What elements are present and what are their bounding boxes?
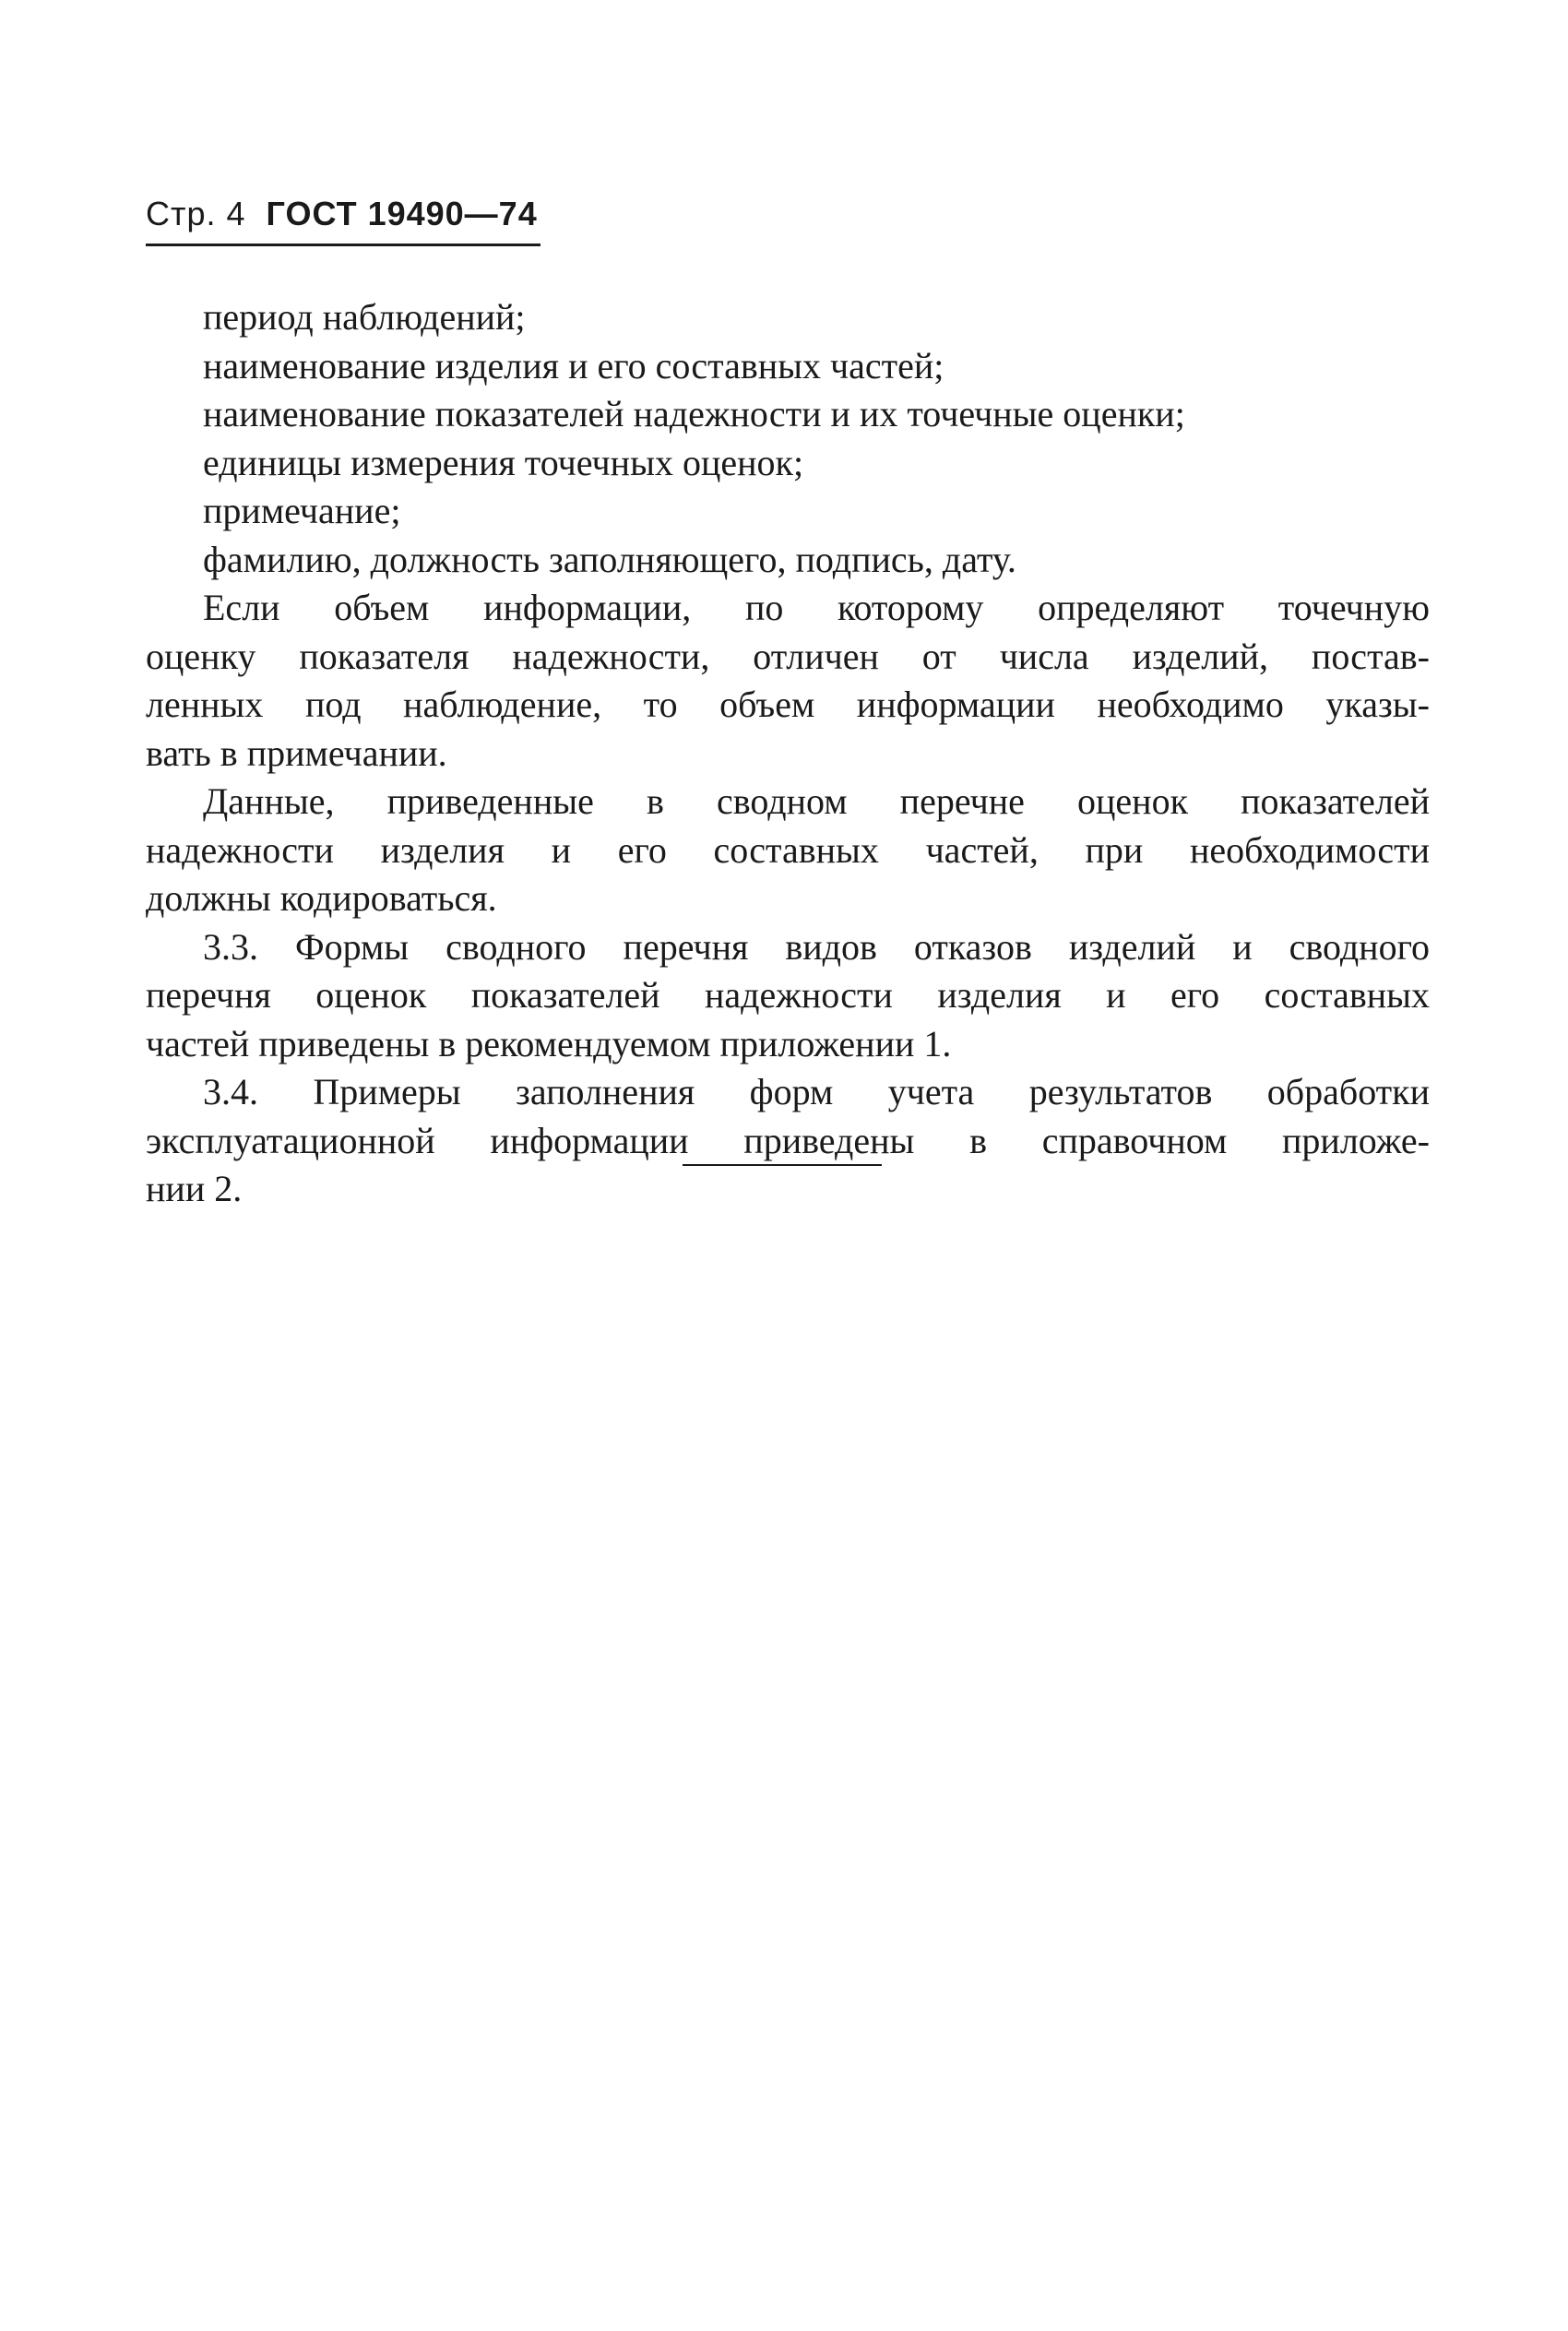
paragraph-line: надежности изделия и его составных частей, при необходимости	[146, 828, 1430, 871]
paragraph-line: Данные, приведенные в сводном перечне оценок показателей	[203, 780, 1430, 822]
list-item-note: примечание;	[203, 490, 401, 531]
header-text	[146, 194, 542, 234]
page-number-label: Стр. 4	[146, 195, 246, 232]
paragraph-line: вать в примечании.	[146, 731, 447, 774]
paragraph-line: Если объем информации, по которому определяют точечную	[203, 587, 1430, 628]
list-item-reliability-indicators: наименование показателей надежности и их точечные оценки;	[203, 393, 1185, 434]
section-3-4-line: нии 2.	[146, 1168, 243, 1209]
paragraph-line: ленных под наблюдение, то объем информации необходимо указы-	[146, 684, 1430, 725]
section-3-4-line: 3.4. Примеры заполнения форм учета результатов обработки	[203, 1071, 1430, 1112]
standard-code: ГОСТ 19490—74	[266, 195, 538, 232]
paragraph-line: оценку показателя надежности, отличен от числа изделий, постав-	[146, 635, 1430, 677]
section-3-3-line: частей приведены в рекомендуемом приложении 1.	[146, 1022, 952, 1064]
section-3-3-line: 3.3. Формы сводного перечня видов отказов изделий и сводного	[203, 925, 1430, 968]
list-item-product-name: наименование изделия и его составных частей;	[203, 344, 944, 387]
paragraph-line: должны кодироваться.	[146, 877, 497, 919]
section-3-4-line: эксплуатационной информации приведены в справочном приложе-	[146, 1119, 1430, 1161]
end-divider	[683, 1164, 882, 1166]
list-item-observation-period: период наблюдений;	[203, 296, 526, 338]
list-item-units: единицы измерения точечных оценок;	[203, 441, 804, 483]
section-3-3-line: перечня оценок показателей надежности изделия и его составных	[146, 974, 1430, 1016]
page-header	[146, 194, 542, 249]
list-item-signature: фамилию, должность заполняющего, подпись, дату.	[203, 538, 1016, 580]
header-underline	[146, 244, 540, 246]
body-text	[146, 293, 1430, 1214]
